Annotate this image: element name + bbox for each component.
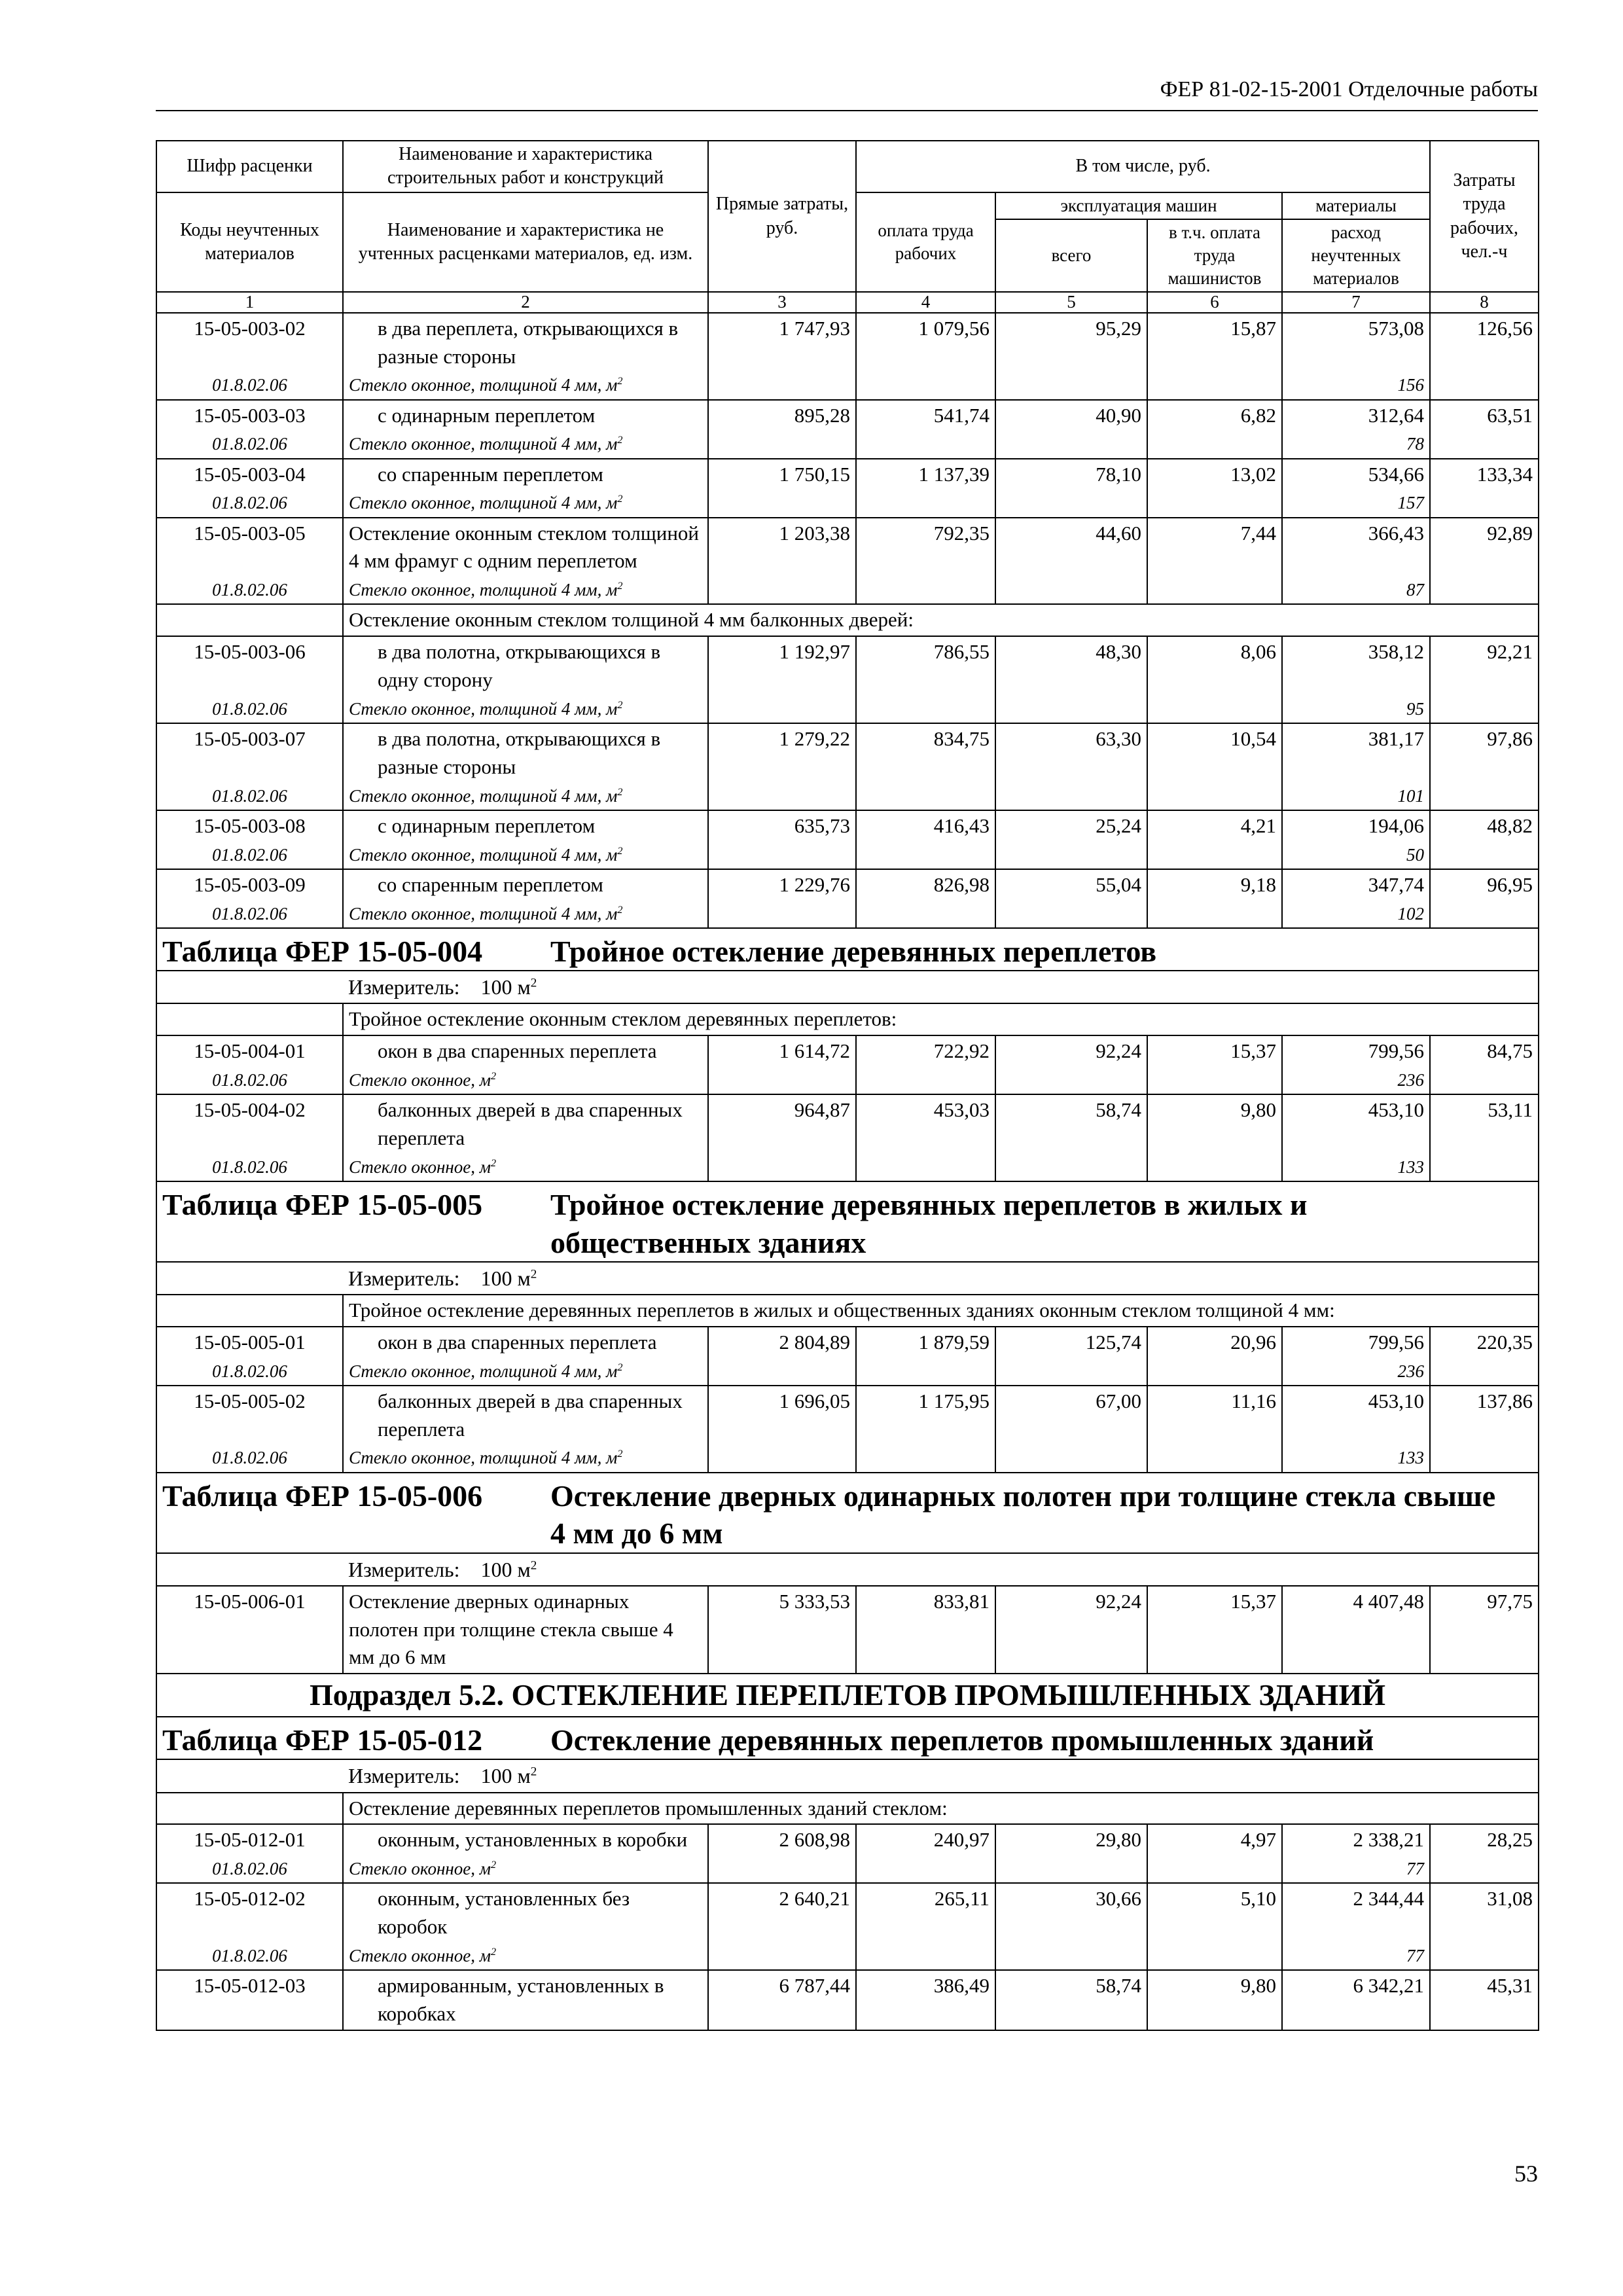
rate-code: 15-05-012-02 (156, 1883, 343, 1943)
materials-cost: 2 344,44 (1282, 1883, 1430, 1943)
unit-superscript: 2 (530, 1765, 537, 1779)
unit-superscript: 2 (617, 698, 623, 711)
labor-hours: 97,75 (1430, 1586, 1539, 1674)
material-name (343, 1358, 708, 1386)
material-code: 01.8.02.06 (156, 1444, 343, 1472)
material-code: 01.8.02.06 (156, 577, 343, 604)
measure-row (156, 971, 1539, 1003)
machines-total: 95,29 (995, 313, 1147, 372)
labor-pay: 416,43 (856, 810, 995, 842)
rate-name: с одинарным переплетом (343, 810, 708, 842)
header-machines-operators: в т.ч. оплата труда машинистов (1147, 219, 1282, 292)
labor-hours: 53,11 (1430, 1094, 1539, 1154)
measure-value: 100 м (480, 1557, 531, 1581)
rate-row (156, 518, 1539, 577)
unit-superscript: 2 (530, 1267, 537, 1282)
material-name (343, 1444, 708, 1472)
labor-hours: 133,34 (1430, 459, 1539, 490)
rate-name: Остекление оконным стеклом толщиной 4 мм фрамуг с одним переплетом (343, 518, 708, 577)
machines-operators: 5,10 (1147, 1883, 1282, 1943)
running-header: ФЕР 81-02-15-2001 Отделочные работы (1160, 77, 1538, 101)
machines-total: 48,30 (995, 636, 1147, 696)
material-name-text: Стекло оконное, толщиной 4 мм, м (349, 1361, 618, 1381)
direct-costs: 1 747,93 (708, 313, 856, 372)
group-heading: Остекление оконным стеклом толщиной 4 мм балконных дверей: (343, 604, 1539, 636)
machines-total: 44,60 (995, 518, 1147, 577)
header-name-top: Наименование и характеристика строительных работ и конструкций (343, 141, 708, 192)
group-row (156, 604, 1539, 636)
header-code-bottom: Коды неучтенных материалов (156, 192, 343, 292)
material-code: 01.8.02.06 (156, 1154, 343, 1181)
header-code-top: Шифр расценки (156, 141, 343, 192)
material-row (156, 1358, 1539, 1386)
labor-pay: 722,92 (856, 1035, 995, 1067)
labor-hours: 92,89 (1430, 518, 1539, 577)
rate-code: 15-05-012-03 (156, 1970, 343, 2030)
rate-code: 15-05-004-02 (156, 1094, 343, 1154)
rate-name: окон в два спаренных переплета (343, 1327, 708, 1358)
measure-label: Измеритель: (348, 1557, 460, 1581)
machines-total: 29,80 (995, 1824, 1147, 1856)
material-quantity: 87 (1282, 577, 1430, 604)
measure-label: Измеритель: (348, 1764, 460, 1788)
rate-row (156, 723, 1539, 783)
measure-row (156, 1553, 1539, 1586)
machines-operators: 13,02 (1147, 459, 1282, 490)
table-title-row (156, 928, 1539, 971)
labor-hours: 63,51 (1430, 400, 1539, 431)
measure (156, 1262, 1539, 1295)
direct-costs: 1 614,72 (708, 1035, 856, 1067)
machines-operators: 4,21 (1147, 810, 1282, 842)
material-row (156, 783, 1539, 810)
machines-operators: 9,80 (1147, 1094, 1282, 1154)
col-number: 2 (343, 292, 708, 313)
rate-name: с одинарным переплетом (343, 400, 708, 431)
material-quantity: 101 (1282, 783, 1430, 810)
material-code: 01.8.02.06 (156, 1856, 343, 1883)
header-materials: материалы (1282, 192, 1430, 219)
material-name-text: Стекло оконное, м (349, 1859, 491, 1879)
material-code: 01.8.02.06 (156, 490, 343, 517)
materials-cost: 358,12 (1282, 636, 1430, 696)
materials-cost: 799,56 (1282, 1327, 1430, 1358)
unit-superscript: 2 (617, 493, 623, 505)
material-quantity: 157 (1282, 490, 1430, 517)
measure (156, 971, 1539, 1003)
materials-cost: 2 338,21 (1282, 1824, 1430, 1856)
table-number: Таблица ФЕР 15-05-004 (162, 934, 483, 968)
rate-code: 15-05-003-07 (156, 723, 343, 783)
labor-pay: 1 879,59 (856, 1327, 995, 1358)
group-heading: Остекление деревянных переплетов промышленных зданий стеклом: (343, 1793, 1539, 1825)
unit-superscript: 2 (617, 1361, 623, 1373)
unit-superscript: 2 (617, 903, 623, 916)
machines-operators: 15,37 (1147, 1035, 1282, 1067)
col-number: 4 (856, 292, 995, 313)
group-row (156, 1295, 1539, 1327)
labor-hours: 31,08 (1430, 1883, 1539, 1943)
labor-pay: 786,55 (856, 636, 995, 696)
material-row (156, 1943, 1539, 1970)
machines-total: 55,04 (995, 869, 1147, 901)
material-name (343, 372, 708, 399)
labor-pay: 453,03 (856, 1094, 995, 1154)
labor-hours: 126,56 (1430, 313, 1539, 372)
table-number: Таблица ФЕР 15-05-012 (162, 1723, 483, 1757)
machines-total: 92,24 (995, 1586, 1147, 1674)
labor-pay: 240,97 (856, 1824, 995, 1856)
material-quantity: 102 (1282, 901, 1430, 928)
machines-operators: 10,54 (1147, 723, 1282, 783)
direct-costs: 2 608,98 (708, 1824, 856, 1856)
labor-hours: 92,21 (1430, 636, 1539, 696)
materials-cost: 381,17 (1282, 723, 1430, 783)
machines-operators: 6,82 (1147, 400, 1282, 431)
rate-name: оконным, установленных без коробок (343, 1883, 708, 1943)
material-code: 01.8.02.06 (156, 431, 343, 458)
direct-costs: 5 333,53 (708, 1586, 856, 1674)
rate-name: со спаренным переплетом (343, 869, 708, 901)
machines-operators: 8,06 (1147, 636, 1282, 696)
labor-hours: 84,75 (1430, 1035, 1539, 1067)
machines-operators: 7,44 (1147, 518, 1282, 577)
rate-code: 15-05-012-01 (156, 1824, 343, 1856)
rate-name: в два переплета, открывающихся в разные стороны (343, 313, 708, 372)
material-quantity: 133 (1282, 1154, 1430, 1181)
header-labor-pay: оплата труда рабочих (856, 192, 995, 292)
material-row (156, 842, 1539, 869)
direct-costs: 1 192,97 (708, 636, 856, 696)
group-heading: Тройное остекление оконным стеклом деревянных переплетов: (343, 1003, 1539, 1035)
direct-costs: 964,87 (708, 1094, 856, 1154)
rate-name: окон в два спаренных переплета (343, 1035, 708, 1067)
subsection-title: Подраздел 5.2. ОСТЕКЛЕНИЕ ПЕРЕПЛЕТОВ ПРОМЫШЛЕННЫХ ЗДАНИЙ (156, 1674, 1539, 1717)
materials-cost: 4 407,48 (1282, 1586, 1430, 1674)
rate-code: 15-05-003-03 (156, 400, 343, 431)
materials-cost: 453,10 (1282, 1094, 1430, 1154)
table-name: Остекление деревянных переплетов промышленных зданий (550, 1723, 1374, 1757)
unit-superscript: 2 (530, 976, 537, 990)
group-row (156, 1793, 1539, 1825)
material-name-text: Стекло оконное, толщиной 4 мм, м (349, 903, 618, 924)
material-row (156, 901, 1539, 928)
material-name (343, 901, 708, 928)
rate-row (156, 1970, 1539, 2030)
labor-hours: 137,86 (1430, 1386, 1539, 1445)
direct-costs: 1 750,15 (708, 459, 856, 490)
rate-code: 15-05-003-06 (156, 636, 343, 696)
table-name: Тройное остекление деревянных переплетов в жилых и общественных зданиях (550, 1188, 1308, 1259)
measure-label: Измеритель: (348, 975, 460, 999)
rate-name: в два полотна, открывающихся в одну сторону (343, 636, 708, 696)
labor-hours: 45,31 (1430, 1970, 1539, 2030)
materials-cost: 312,64 (1282, 400, 1430, 431)
material-row (156, 1067, 1539, 1094)
machines-total: 63,30 (995, 723, 1147, 783)
material-code: 01.8.02.06 (156, 842, 343, 869)
material-name (343, 431, 708, 458)
direct-costs: 1 696,05 (708, 1386, 856, 1445)
material-name-text: Стекло оконное, м (349, 1157, 491, 1177)
rate-name: со спаренным переплетом (343, 459, 708, 490)
measure-value: 100 м (480, 1266, 531, 1291)
material-name (343, 577, 708, 604)
header-including: В том числе, руб. (856, 141, 1430, 192)
unit-superscript: 2 (530, 1558, 537, 1573)
labor-hours: 97,86 (1430, 723, 1539, 783)
material-code: 01.8.02.06 (156, 372, 343, 399)
material-row (156, 431, 1539, 458)
direct-costs: 635,73 (708, 810, 856, 842)
measure-value: 100 м (480, 975, 531, 999)
header-machines-total: всего (995, 219, 1147, 292)
materials-cost: 347,74 (1282, 869, 1430, 901)
materials-cost: 534,66 (1282, 459, 1430, 490)
header-machines: эксплуатация машин (995, 192, 1282, 219)
unit-superscript: 2 (491, 1069, 497, 1082)
rate-row (156, 1386, 1539, 1445)
measure-label: Измеритель: (348, 1266, 460, 1291)
material-quantity: 236 (1282, 1067, 1430, 1094)
rate-name: в два полотна, открывающихся в разные стороны (343, 723, 708, 783)
rate-row (156, 400, 1539, 431)
labor-pay: 826,98 (856, 869, 995, 901)
direct-costs: 6 787,44 (708, 1970, 856, 2030)
material-row (156, 696, 1539, 723)
col-number: 5 (995, 292, 1147, 313)
material-code: 01.8.02.06 (156, 1943, 343, 1970)
table-number: Таблица ФЕР 15-05-005 (162, 1188, 483, 1222)
labor-pay: 265,11 (856, 1883, 995, 1943)
materials-cost: 453,10 (1282, 1386, 1430, 1445)
labor-pay: 792,35 (856, 518, 995, 577)
machines-total: 25,24 (995, 810, 1147, 842)
material-name-text: Стекло оконное, толщиной 4 мм, м (349, 785, 618, 806)
machines-operators: 4,97 (1147, 1824, 1282, 1856)
machines-total: 125,74 (995, 1327, 1147, 1358)
machines-total: 58,74 (995, 1970, 1147, 2030)
measure-value: 100 м (480, 1764, 531, 1788)
rate-code: 15-05-003-09 (156, 869, 343, 901)
machines-total: 58,74 (995, 1094, 1147, 1154)
rate-name: балконных дверей в два спаренных переплета (343, 1094, 708, 1154)
header-labor-hours: Затраты труда рабочих, чел.-ч (1430, 141, 1539, 292)
rate-row (156, 1883, 1539, 1943)
measure (156, 1553, 1539, 1586)
machines-operators: 11,16 (1147, 1386, 1282, 1445)
material-name (343, 696, 708, 723)
machines-operators: 15,37 (1147, 1586, 1282, 1674)
materials-cost: 194,06 (1282, 810, 1430, 842)
machines-total: 40,90 (995, 400, 1147, 431)
header-name-bottom: Наименование и характеристика не учтенных расценками материалов, ед. изм. (343, 192, 708, 292)
material-quantity: 50 (1282, 842, 1430, 869)
material-quantity: 95 (1282, 696, 1430, 723)
rate-row (156, 869, 1539, 901)
material-row (156, 577, 1539, 604)
machines-operators: 9,80 (1147, 1970, 1282, 2030)
rate-name: армированным, установленных в коробках (343, 1970, 708, 2030)
direct-costs: 1 203,38 (708, 518, 856, 577)
material-name-text: Стекло оконное, толщиной 4 мм, м (349, 375, 618, 395)
material-name-text: Стекло оконное, толщиной 4 мм, м (349, 844, 618, 865)
header-direct-costs: Прямые затраты, руб. (708, 141, 856, 292)
machines-operators: 15,87 (1147, 313, 1282, 372)
material-name (343, 1856, 708, 1883)
materials-cost: 573,08 (1282, 313, 1430, 372)
material-name-text: Стекло оконное, м (349, 1945, 491, 1965)
material-name-text: Стекло оконное, толщиной 4 мм, м (349, 493, 618, 513)
col-number: 1 (156, 292, 343, 313)
labor-hours: 48,82 (1430, 810, 1539, 842)
material-code: 01.8.02.06 (156, 696, 343, 723)
direct-costs: 2 640,21 (708, 1883, 856, 1943)
col-number: 7 (1282, 292, 1430, 313)
group-row (156, 1003, 1539, 1035)
direct-costs: 2 804,89 (708, 1327, 856, 1358)
unit-superscript: 2 (617, 844, 623, 857)
direct-costs: 1 229,76 (708, 869, 856, 901)
labor-pay: 1 079,56 (856, 313, 995, 372)
table-title-row (156, 1473, 1539, 1553)
material-name (343, 842, 708, 869)
rate-code: 15-05-003-08 (156, 810, 343, 842)
material-quantity: 78 (1282, 431, 1430, 458)
header-rule (156, 110, 1538, 111)
labor-hours: 96,95 (1430, 869, 1539, 901)
material-name-text: Стекло оконное, м (349, 1069, 491, 1090)
unit-superscript: 2 (617, 434, 623, 446)
rate-code: 15-05-003-05 (156, 518, 343, 577)
labor-pay: 1 175,95 (856, 1386, 995, 1445)
machines-operators: 9,18 (1147, 869, 1282, 901)
rate-code: 15-05-003-04 (156, 459, 343, 490)
material-row (156, 372, 1539, 399)
rate-code: 15-05-006-01 (156, 1586, 343, 1674)
machines-operators: 20,96 (1147, 1327, 1282, 1358)
labor-pay: 386,49 (856, 1970, 995, 2030)
materials-cost: 6 342,21 (1282, 1970, 1430, 2030)
table-name: Тройное остекление деревянных переплетов (550, 934, 1157, 968)
material-name-text: Стекло оконное, толщиной 4 мм, м (349, 434, 618, 454)
material-quantity: 156 (1282, 372, 1430, 399)
labor-pay: 541,74 (856, 400, 995, 431)
rate-row (156, 313, 1539, 372)
machines-total: 92,24 (995, 1035, 1147, 1067)
rate-row (156, 1586, 1539, 1674)
measure-row (156, 1759, 1539, 1792)
materials-cost: 799,56 (1282, 1035, 1430, 1067)
direct-costs: 895,28 (708, 400, 856, 431)
unit-superscript: 2 (617, 375, 623, 387)
rate-code: 15-05-004-01 (156, 1035, 343, 1067)
page-number: 53 (1514, 2161, 1538, 2187)
material-name-text: Стекло оконное, толщиной 4 мм, м (349, 698, 618, 719)
labor-hours: 220,35 (1430, 1327, 1539, 1358)
table-title-row (156, 1717, 1539, 1760)
rate-code: 15-05-005-01 (156, 1327, 343, 1358)
rate-row (156, 1094, 1539, 1154)
material-code: 01.8.02.06 (156, 783, 343, 810)
material-row (156, 1444, 1539, 1472)
rate-row (156, 636, 1539, 696)
labor-pay: 834,75 (856, 723, 995, 783)
unit-superscript: 2 (491, 1859, 497, 1871)
header-materials-unaccounted: расход неучтенных материалов (1282, 219, 1430, 292)
labor-pay: 833,81 (856, 1586, 995, 1674)
material-name (343, 1154, 708, 1181)
machines-total: 78,10 (995, 459, 1147, 490)
material-code: 01.8.02.06 (156, 1067, 343, 1094)
measure-row (156, 1262, 1539, 1295)
materials-cost: 366,43 (1282, 518, 1430, 577)
group-heading: Тройное остекление деревянных переплетов в жилых и общественных зданиях оконным стеклом толщиной 4 мм: (343, 1295, 1539, 1327)
rate-row (156, 1035, 1539, 1067)
material-quantity: 236 (1282, 1358, 1430, 1386)
material-code: 01.8.02.06 (156, 901, 343, 928)
rate-code: 15-05-003-02 (156, 313, 343, 372)
rate-name: Остекление дверных одинарных полотен при толщине стекла свыше 4 мм до 6 мм (343, 1586, 708, 1674)
rate-name: оконным, установленных в коробки (343, 1824, 708, 1856)
machines-total: 67,00 (995, 1386, 1147, 1445)
material-name (343, 490, 708, 517)
material-quantity: 77 (1282, 1943, 1430, 1970)
rate-row (156, 1824, 1539, 1856)
column-numbers-row (156, 292, 1539, 313)
material-row (156, 1154, 1539, 1181)
measure (156, 1759, 1539, 1792)
material-name-text: Стекло оконное, толщиной 4 мм, м (349, 1448, 618, 1468)
direct-costs: 1 279,22 (708, 723, 856, 783)
machines-total: 30,66 (995, 1883, 1147, 1943)
unit-superscript: 2 (617, 1448, 623, 1460)
labor-pay: 1 137,39 (856, 459, 995, 490)
rate-name: балконных дверей в два спаренных переплета (343, 1386, 708, 1445)
col-number: 3 (708, 292, 856, 313)
material-name-text: Стекло оконное, толщиной 4 мм, м (349, 580, 618, 600)
material-row (156, 1856, 1539, 1883)
table-number: Таблица ФЕР 15-05-006 (162, 1479, 483, 1513)
rate-row (156, 810, 1539, 842)
price-table (156, 140, 1539, 2031)
rate-row (156, 459, 1539, 490)
material-name (343, 1067, 708, 1094)
material-code: 01.8.02.06 (156, 1358, 343, 1386)
table-title-row (156, 1181, 1539, 1262)
material-name (343, 783, 708, 810)
col-number: 6 (1147, 292, 1282, 313)
labor-hours: 28,25 (1430, 1824, 1539, 1856)
table-name: Остекление дверных одинарных полотен при толщине стекла свыше 4 мм до 6 мм (550, 1479, 1496, 1551)
col-number: 8 (1430, 292, 1539, 313)
subsection-row (156, 1674, 1539, 1717)
unit-superscript: 2 (491, 1945, 497, 1958)
rate-code: 15-05-005-02 (156, 1386, 343, 1445)
material-name (343, 1943, 708, 1970)
unit-superscript: 2 (617, 785, 623, 798)
material-row (156, 490, 1539, 517)
unit-superscript: 2 (491, 1157, 497, 1169)
material-quantity: 133 (1282, 1444, 1430, 1472)
material-quantity: 77 (1282, 1856, 1430, 1883)
unit-superscript: 2 (617, 580, 623, 592)
rate-row (156, 1327, 1539, 1358)
